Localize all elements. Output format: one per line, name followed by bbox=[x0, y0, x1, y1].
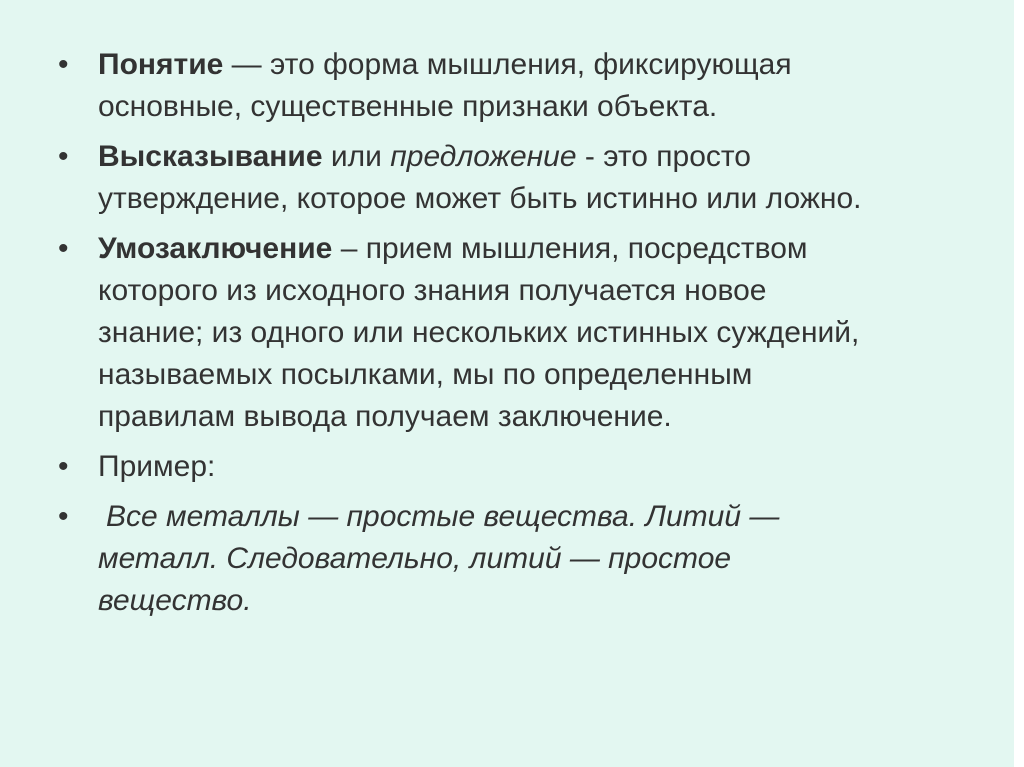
definition-concept: — это форма мышления, фиксирующая основные, существенные признаки объекта. bbox=[98, 48, 792, 123]
statement-connector: или bbox=[322, 140, 391, 173]
list-item-example bbox=[58, 496, 878, 622]
bullet-icon: • bbox=[58, 232, 69, 265]
example-label: Пример: bbox=[98, 450, 216, 483]
definition-inference: – прием мышления, посредством которого из исходного знания получается новое знание; из одного или нескольких истинных суждений, называемых посылками, мы по определенным правилам вывода получаем заключение. bbox=[98, 232, 860, 433]
term-concept: Понятие bbox=[98, 48, 224, 81]
term-statement: Высказывание bbox=[98, 140, 323, 173]
bullet-icon: • bbox=[58, 48, 69, 81]
bullet-list bbox=[58, 44, 878, 630]
example-text: Все металлы — простые вещества. Литий — металл. Следовательно, литий — простое вещество. bbox=[98, 500, 780, 617]
bullet-icon: • bbox=[58, 140, 69, 173]
term-inference: Умозаключение bbox=[98, 232, 333, 265]
list-item-example-label bbox=[58, 446, 878, 488]
bullet-icon: • bbox=[58, 500, 69, 533]
term-sentence: предложение bbox=[390, 140, 577, 173]
list-item-concept bbox=[58, 44, 878, 128]
list-item-statement bbox=[58, 136, 878, 220]
definition-statement: - это просто утверждение, которое может быть истинно или ложно. bbox=[98, 140, 862, 215]
list-item-inference bbox=[58, 228, 878, 438]
bullet-icon: • bbox=[58, 450, 69, 483]
